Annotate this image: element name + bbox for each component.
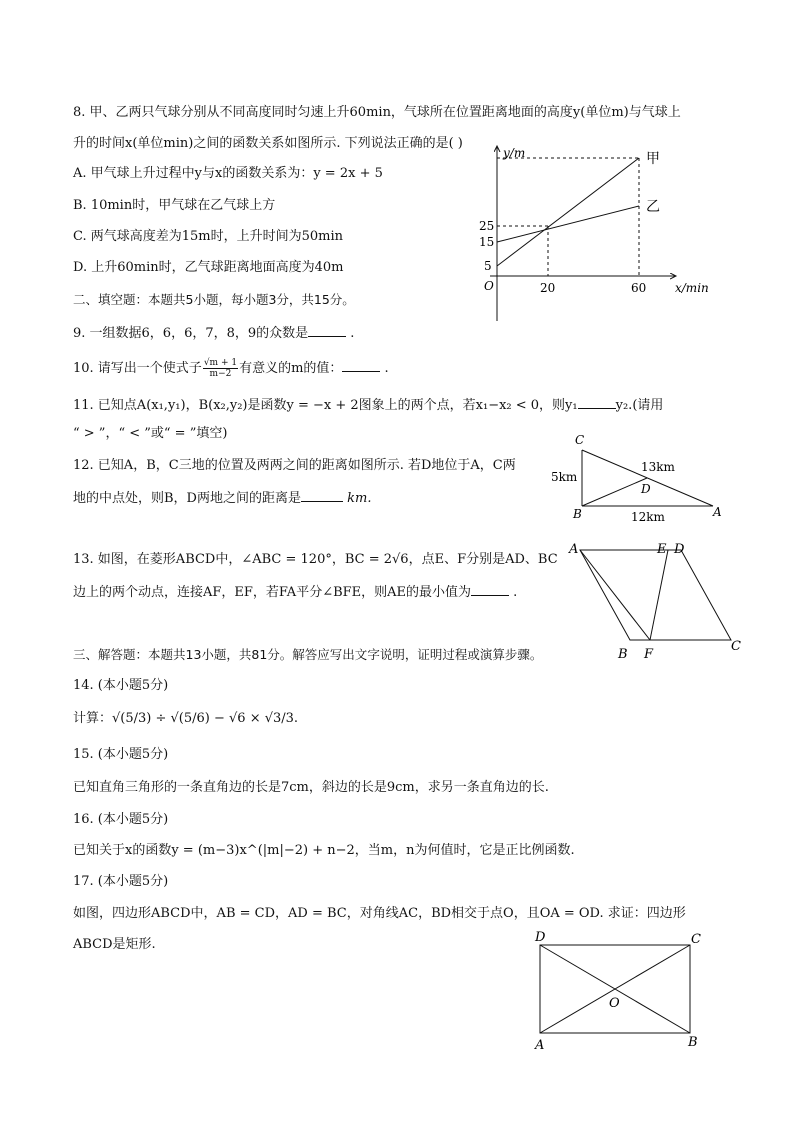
- q11-text-a: 11. 已知点A(x₁,y₁)，B(x₂,y₂)是函数y = −x + 2图象上的两个点，若x₁−x₂ < 0，则y₁: [73, 398, 578, 413]
- q17-line2: ABCD是矩形.: [73, 937, 156, 952]
- q9-answer-blank[interactable]: [308, 322, 346, 337]
- q8-option-c: C. 两气球高度差为15m时，上升时间为50min: [73, 229, 344, 244]
- q13-seg-af: [580, 550, 650, 640]
- q12-edge-bd: [582, 478, 647, 506]
- q8-xtick-60: 60: [631, 281, 647, 295]
- q13-label-b: B: [618, 647, 628, 660]
- q13-label-e: E: [657, 542, 667, 557]
- q10-denominator: m−2: [209, 369, 232, 379]
- q12-triangle-figure: [545, 430, 735, 525]
- q10-answer-blank[interactable]: [342, 357, 380, 372]
- q8-label-yi: 乙: [646, 199, 660, 215]
- section-2-header: 二、填空题：本题共5小题，每小题3分，共15分。: [73, 292, 355, 307]
- q9-text: 9. 一组数据6，6，6，7，8，9的众数是: [73, 326, 309, 341]
- q17-rectangle-figure: [525, 925, 715, 1055]
- q8-series-jia: [497, 158, 639, 266]
- q13-rhombus-figure: [563, 538, 748, 660]
- q13-answer-blank[interactable]: [471, 581, 509, 596]
- q17-line1: 如图，四边形ABCD中，AB = CD，AD = BC，对角线AC，BD相交于点O，且OA = OD. 求证：四边形: [73, 906, 686, 921]
- q12-label-b: B: [573, 507, 582, 521]
- q9: 9. 一组数据6，6，6，7，8，9的众数是 .: [73, 322, 354, 344]
- q13-label-f: F: [644, 647, 654, 660]
- q13-seg-ef: [650, 550, 668, 640]
- q11-answer-blank[interactable]: [578, 394, 616, 409]
- q17-label-o: O: [609, 996, 620, 1011]
- q13-text: 边上的两个动点，连接AF，EF，若FA平分∠BFE，则AE的最小值为: [73, 585, 472, 600]
- q8-origin: O: [484, 279, 494, 293]
- q10: 10. 请写出一个使式子 $\frac{√m + 1}{m-2}$ 有意义的m的值： .: [73, 358, 389, 379]
- q17-label-d: D: [535, 930, 546, 945]
- q12-label-bc: 5km: [551, 470, 578, 484]
- q12-label-a: A: [713, 505, 722, 519]
- q16-head: 16. (本小题5分): [73, 812, 169, 827]
- q12-unit: km.: [347, 491, 372, 506]
- q11-line1: [73, 394, 663, 416]
- q8-ytick-25: 25: [479, 219, 495, 233]
- q10-pre: 10. 请写出一个使式子: [73, 361, 202, 376]
- q8-option-b: B. 10min时，甲气球在乙气球上方: [73, 198, 276, 213]
- q8-option-a: A. 甲气球上升过程中y与x的函数关系为：y = 2x + 5: [73, 166, 383, 181]
- q13-line2: 边上的两个动点，连接AF，EF，若FA平分∠BFE，则AE的最小值为 .: [73, 581, 517, 603]
- q12-label-ab: 12km: [631, 510, 665, 524]
- q8-xlabel: x/min: [675, 281, 709, 295]
- q17-label-a: A: [535, 1038, 545, 1053]
- q15-head: 15. (本小题5分): [73, 747, 169, 762]
- q11-line2: “ > ”，“ < ”或“ = ”填空): [73, 426, 228, 441]
- q12-line2: [73, 487, 371, 509]
- q12-label-ac: 13km: [641, 460, 675, 474]
- q17-label-c: C: [691, 932, 701, 947]
- q10-numerator: √m + 1: [203, 358, 238, 368]
- section-3-header: 三、解答题：本题共13小题，共81分。解答应写出文字说明，证明过程或演算步骤。: [73, 647, 543, 662]
- q10-fraction: [203, 358, 238, 379]
- q13-label-c: C: [731, 639, 741, 654]
- q8-ytick-5: 5: [484, 259, 492, 273]
- q10-post: 有意义的m的值：: [239, 361, 343, 376]
- q8-line-graph: [470, 138, 715, 323]
- q13-label-d: D: [674, 542, 685, 557]
- q13-label-a: A: [569, 542, 579, 557]
- q12-text: 地的中点处，则B，D两地之间的距离是: [73, 491, 301, 506]
- q8-ylabel: y/m: [503, 146, 526, 160]
- q8-stem-line2: 升的时间x(单位min)之间的函数关系如图所示. 下列说法正确的是( ): [73, 136, 463, 151]
- q13-line1: 13. 如图，在菱形ABCD中，∠ABC = 120°，BC = 2√6，点E、F分别是AD、BC: [73, 552, 558, 567]
- q11-text-b: y₂.(请用: [615, 398, 664, 413]
- q13-rhombus: [580, 550, 731, 640]
- q16-body: 已知关于x的函数y = (m−3)x^(|m|−2) + n−2，当m，n为何值时，它是正比例函数.: [73, 843, 575, 858]
- q8-option-d: D. 上升60min时，乙气球距离地面高度为40m: [73, 260, 344, 275]
- q12-label-d: D: [641, 482, 651, 496]
- q8-stem-line1: 8. 甲、乙两只气球分别从不同高度同时匀速上升60min，气球所在位置距离地面的高度y(单位m)与气球上: [73, 105, 681, 120]
- q14-head: 14. (本小题5分): [73, 678, 169, 693]
- q12-line1: 12. 已知A，B，C三地的位置及两两之间的距离如图所示. 若D地位于A，C两: [73, 458, 516, 473]
- q15-body: 已知直角三角形的一条直角边的长是7cm，斜边的长是9cm，求另一条直角边的长.: [73, 780, 549, 795]
- q8-xtick-20: 20: [540, 281, 556, 295]
- q12-answer-blank[interactable]: [301, 487, 343, 502]
- q8-label-jia: 甲: [646, 151, 660, 167]
- q12-label-c: C: [575, 433, 585, 447]
- q8-ytick-15: 15: [479, 235, 495, 249]
- q17-label-b: B: [688, 1035, 698, 1050]
- q17-head: 17. (本小题5分): [73, 874, 169, 889]
- q14-body: 计算：√(5/3) ÷ √(5/6) − √6 × √3/3.: [73, 711, 299, 726]
